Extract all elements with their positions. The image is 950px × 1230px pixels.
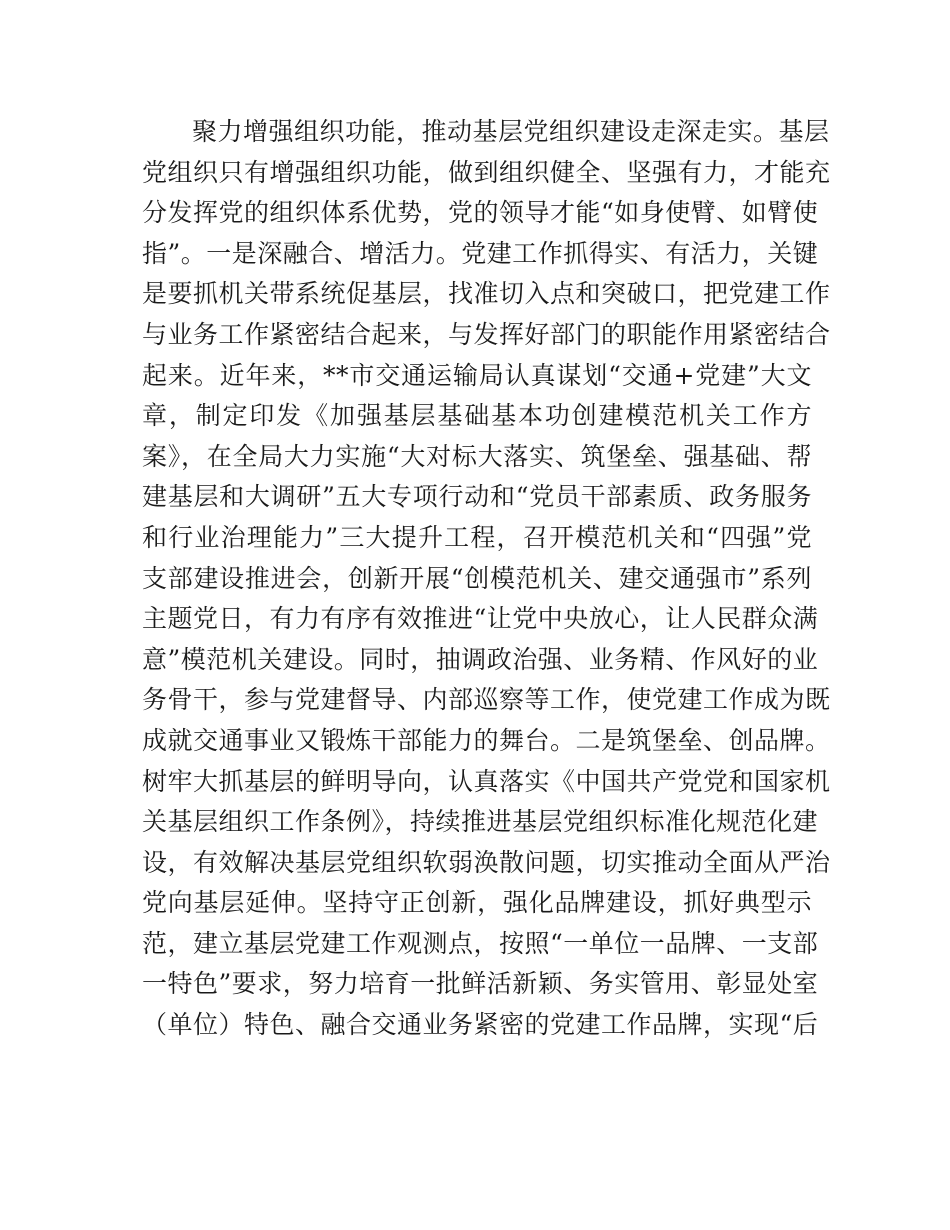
paragraph-line: 党组织只有增强组织功能，做到组织健全、坚强有力，才能充 — [142, 157, 831, 187]
paragraph-line: 是要抓机关带系统促基层，找准切入点和突破口，把党建工作 — [142, 279, 831, 309]
paragraph-line: 意”模范机关建设。同时，抽调政治强、业务精、作风好的业 — [142, 644, 819, 674]
paragraph-line: 一特色”要求，努力培育一批鲜活新颖、务实管用、彰显处室 — [142, 969, 819, 999]
paragraph-line: 范，建立基层党建工作观测点，按照“一单位一品牌、一支部 — [142, 928, 819, 958]
paragraph-line: 起来。近年来，**市交通运输局认真谋划“交通+党建”大文 — [142, 360, 812, 390]
paragraph-line: 成就交通事业又锻炼干部能力的舞台。二是筑堡垒、创品牌。 — [142, 725, 831, 755]
paragraph-line: 主题党日，有力有序有效推进“让党中央放心，让人民群众满 — [142, 604, 819, 634]
paragraph-line: 和行业治理能力”三大提升工程，召开模范机关和“四强”党 — [142, 522, 812, 552]
paragraph-line: （单位）特色、融合交通业务紧密的党建工作品牌，实现“后 — [142, 1010, 819, 1040]
paragraph-line: 关基层组织工作条例》，持续推进基层党组织标准化规范化建 — [142, 807, 819, 837]
paragraph-line: 聚力增强组织功能，推动基层党组织建设走深走实。基层 — [192, 117, 830, 146]
body-paragraph — [142, 112, 831, 1046]
paragraph-line: 支部建设推进会，创新开展“创模范机关、建交通强市”系列 — [142, 563, 812, 593]
paragraph-line: 案》，在全局大力实施“大对标大落实、筑堡垒、强基础、帮 — [142, 441, 812, 471]
paragraph-line: 建基层和大调研”五大专项行动和“党员干部素质、政务服务 — [142, 482, 812, 512]
paragraph-line: 务骨干，参与党建督导、内部巡察等工作，使党建工作成为既 — [142, 685, 831, 715]
paragraph-line: 树牢大抓基层的鲜明导向，认真落实《中国共产党党和国家机 — [142, 766, 831, 796]
paragraph-line: 设，有效解决基层党组织软弱涣散问题，切实推动全面从严治 — [142, 847, 831, 877]
paragraph-line: 分发挥党的组织体系优势，党的领导才能“如身使臂、如臂使 — [142, 198, 819, 228]
paragraph-line: 章，制定印发《加强基层基础基本功创建模范机关工作方 — [142, 401, 812, 431]
paragraph-line: 指”。一是深融合、增活力。党建工作抓得实、有活力，关键 — [142, 238, 819, 268]
paragraph-line: 党向基层延伸。坚持守正创新，强化品牌建设，抓好典型示 — [142, 888, 812, 918]
paragraph-line: 与业务工作紧密结合起来，与发挥好部门的职能作用紧密结合 — [142, 319, 831, 349]
